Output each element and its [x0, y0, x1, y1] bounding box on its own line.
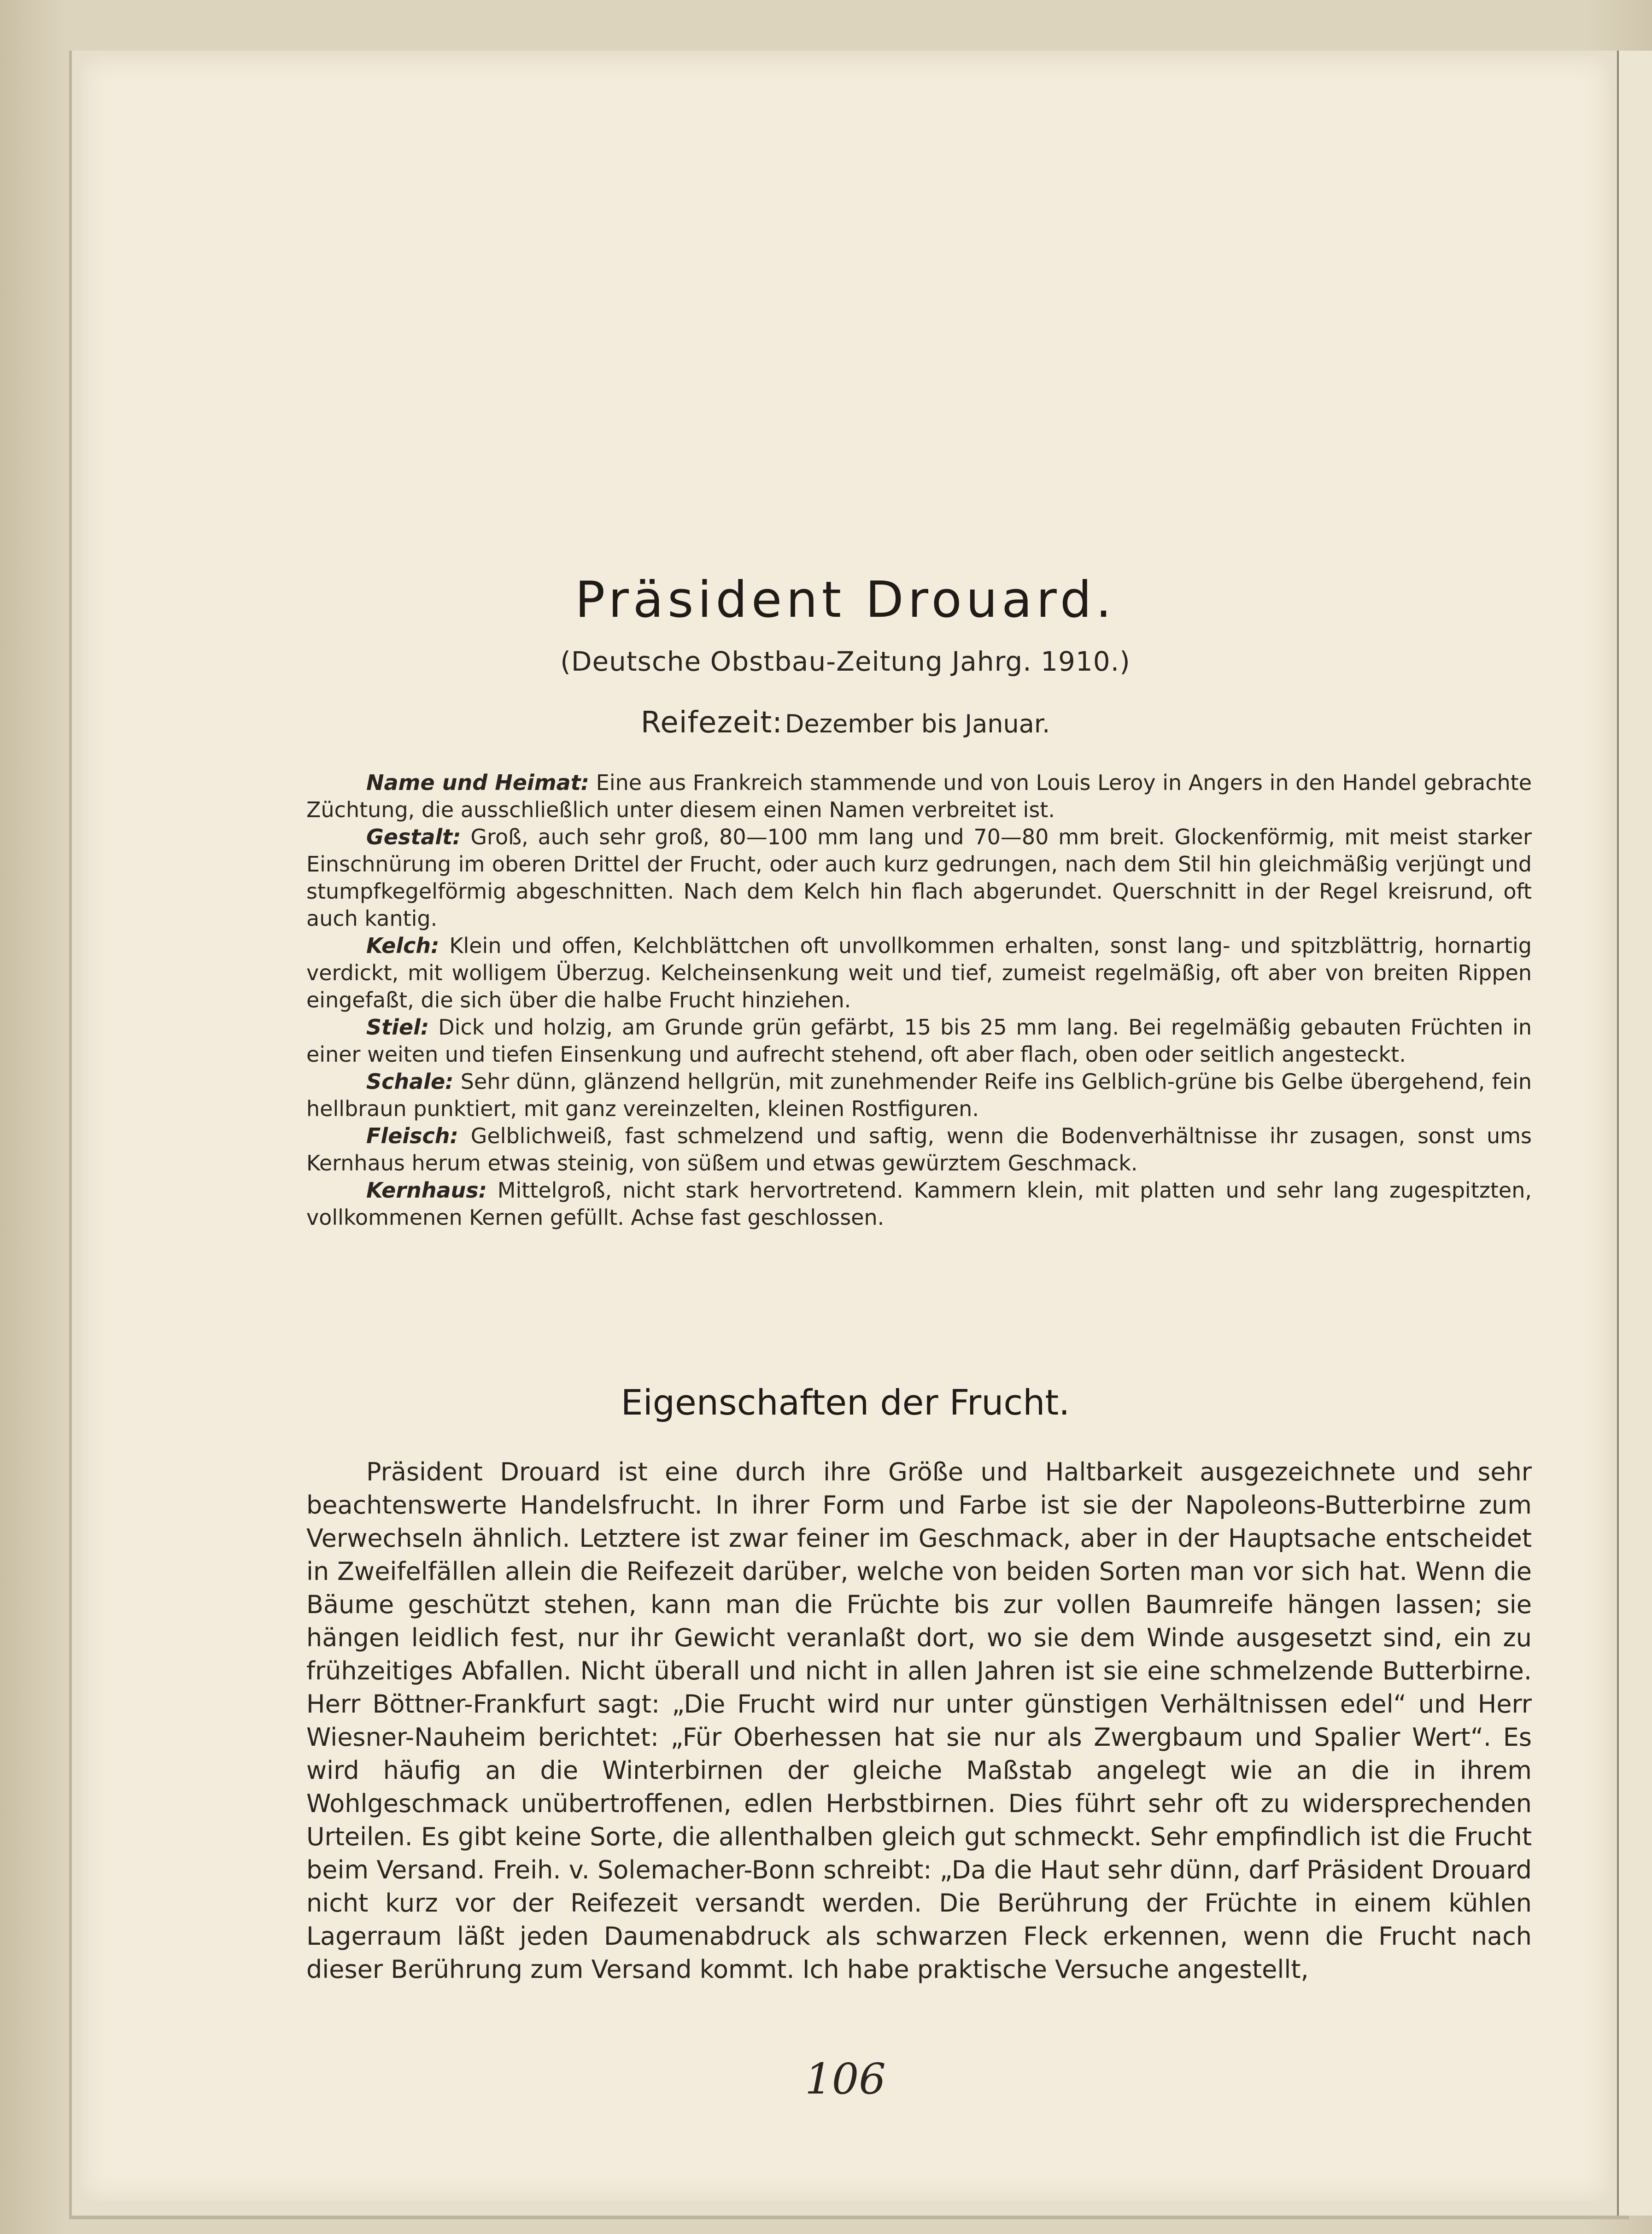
ripening-time-value: Dezember bis Januar.: [785, 709, 1050, 738]
section-label: Kernhaus:: [366, 1178, 487, 1203]
section-text: Gelblichweiß, fast schmelzend und saftig, wenn die Bodenverhältnisse ihr zusagen, sonst ums Kernhaus herum etwas steinig, von süßem und etwas gewürztem Geschmack.: [306, 1123, 1532, 1175]
section-text: Groß, auch sehr groß, 80—100 mm lang und 70—80 mm breit. Glockenförmig, mit meist starker Einschnürung im oberen Drittel der Frucht, oder auch kurz gedrungen, nach dem Stil hin gleichmäßig verjüngt und stumpfkegelförmig abgeschnitten. Nach dem Kelch hin flach abgerundet. Querschnitt in der Regel kreisrund, oft auch kantig.: [306, 825, 1532, 931]
section-text: Eine aus Frankreich stammende und von Louis Leroy in Angers in den Handel gebrachte Züchtung, die ausschließlich unter diesem einen Namen verbreitet ist.: [306, 770, 1532, 822]
section-stiel: [306, 1014, 1532, 1068]
section-label: Schale:: [366, 1069, 454, 1094]
section-heading: Eigenschaften der Frucht.: [621, 1382, 1070, 1423]
source-citation: (Deutsche Obstbau-Zeitung Jahrg. 1910.): [560, 646, 1131, 677]
ripening-time: [81, 706, 1610, 740]
page-number: 106: [805, 2054, 886, 2104]
description-block: [306, 769, 1532, 1231]
section-kelch: [306, 932, 1532, 1014]
body-text-block: [306, 1456, 1532, 1986]
section-label: Kelch:: [366, 933, 439, 958]
section-name-heimat: [306, 769, 1532, 824]
book-page: [81, 55, 1610, 2202]
page-title: Präsident Drouard.: [575, 571, 1116, 629]
section-label: Gestalt:: [366, 825, 461, 849]
section-text: Dick und holzig, am Grunde grün gefärbt, 15 bis 25 mm lang. Bei regelmäßig gebauten Früchten in einer weiten und tiefen Einsenkung und aufrecht stehend, oft aber flach, oben oder seitlich angesteckt.: [306, 1015, 1532, 1067]
section-label: Fleisch:: [366, 1123, 458, 1148]
section-label: Name und Heimat:: [366, 770, 590, 795]
section-label: Stiel:: [366, 1015, 429, 1040]
section-text: Sehr dünn, glänzend hellgrün, mit zunehmender Reife ins Gelblich-grüne bis Gelbe übergehend, fein hellbraun punktiert, mit ganz vereinzelten, kleinen Rostfiguren.: [306, 1069, 1532, 1121]
facing-page-edge: [1617, 51, 1652, 2216]
section-text: Klein und offen, Kelchblättchen oft unvollkommen erhalten, sonst lang- und spitzblättrig, hornartig verdickt, mit wolligem Überzug. Kelcheinsenkung weit und tief, zumeist regelmäßig, oft aber von breiten Rippen eingefaßt, die sich über die halbe Frucht hinziehen.: [306, 933, 1532, 1012]
ripening-time-label: Reifezeit:: [640, 706, 783, 740]
section-kernhaus: [306, 1177, 1532, 1231]
section-text: Mittelgroß, nicht stark hervortretend. Kammern klein, mit platten und sehr lang zugespitzten, vollkommenen Kernen gefüllt. Achse fast geschlossen.: [306, 1178, 1532, 1230]
section-schale: [306, 1068, 1532, 1123]
section-gestalt: [306, 824, 1532, 932]
body-paragraph: Präsident Drouard ist eine durch ihre Größe und Haltbarkeit ausgezeichnete und sehr beachtenswerte Handelsfrucht. In ihrer Form und Farbe ist sie der Napoleons-Butterbirne zum Verwechseln ähnlich. Letztere ist zwar feiner im Geschmack, aber in der Hauptsache entscheidet in Zweifelfällen allein die Reifezeit darüber, welche von beiden Sorten man vor sich hat. Wenn die Bäume geschützt stehen, kann man die Früchte bis zur vollen Baumreife hängen lassen; sie hängen leidlich fest, nur ihr Gewicht veranlaßt dort, wo sie dem Winde ausgesetzt sind, ein zu frühzeitiges Abfallen. Nicht überall und nicht in allen Jahren ist sie eine schmelzende Butterbirne. Herr Böttner-Frankfurt sagt: „Die Frucht wird nur unter günstigen Verhältnissen edel“ und Herr Wiesner-Nauheim berichtet: „Für Oberhessen hat sie nur als Zwergbaum und Spalier Wert“. Es wird häufig an die Winterbirnen der gleiche Maßstab angelegt wie an die in ihrem Wohlgeschmack unübertroffenen, edlen Herbstbirnen. Dies führt sehr oft zu widersprechenden Urteilen. Es gibt keine Sorte, die allenthalben gleich gut schmeckt. Sehr empfindlich ist die Frucht beim Versand. Freih. v. Solemacher-Bonn schreibt: „Da die Haut sehr dünn, darf Präsident Drouard nicht kurz vor der Reifezeit versandt werden. Die Berührung der Früchte in einem kühlen Lagerraum läßt jeden Daumenabdruck als schwarzen Fleck erkennen, wenn die Frucht nach dieser Berührung zum Versand kommt. Ich habe praktische Versuche angestellt,: [306, 1457, 1532, 1984]
section-fleisch: [306, 1123, 1532, 1177]
